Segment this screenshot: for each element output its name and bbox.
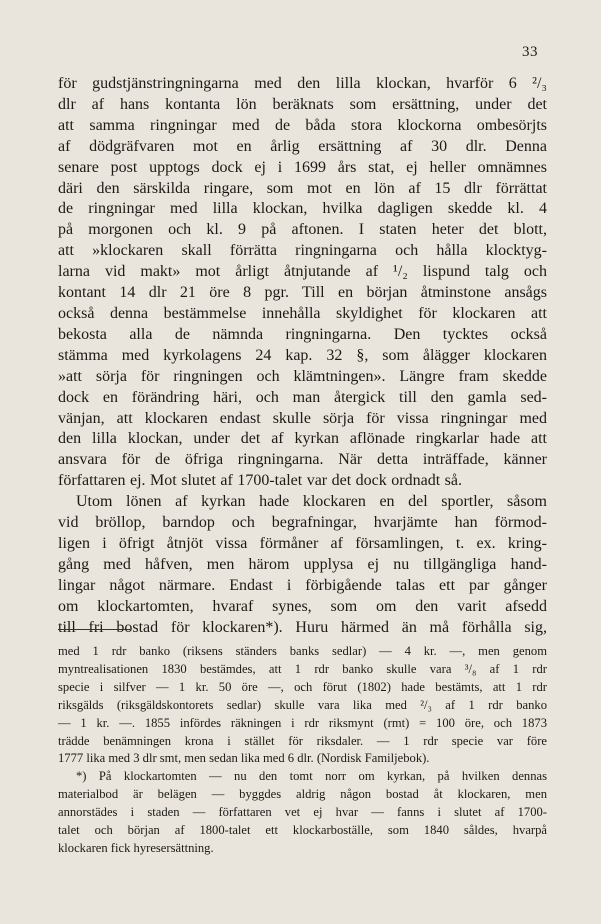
body-line: att »klockaren skall förrätta ringningarna och hålla klocktyg- [58,242,547,260]
body-line: att samma ringningar med de båda stora klockorna ombesörjts [58,116,547,134]
footnote-line: riksgälds (riksgäldskontorets sedlar) skulle vara lika med ²/₃ af 1 rdr banko [58,697,547,712]
body-line: ansvara för de öfriga ringningarna. När detta inträffade, känner [58,451,547,469]
footnote-line: specie i silfver — 1 kr. 50 öre —, och förut (1802) hade bestämts, att 1 rdr [58,679,547,694]
body-line: däri den särskilda ringare, som mot en lön af 15 dlr förrättat [58,179,547,197]
footnote-line: talet och början af 1800-talet ett klockarboställe, som 1840 såldes, hvarpå [58,823,547,838]
footnote-line: trädde benämningen krona i stället för riksdaler. — 1 rdr specie var före [58,733,547,748]
body-line: för gudstjänstringningarna med den lilla klockan, hvarför 6 ²/₃ [58,75,547,92]
body-line: de ringningar med lilla klockan, hvilka dagligen skedde kl. 4 [58,200,547,218]
body-line: dlr af hans kontanta lön beräknats som ersättning, under det [58,95,547,113]
footnote-line: — 1 kr. —. 1855 infördes räkningen i rdr riksmynt (rmt) = 100 öre, och 1873 [58,715,547,730]
body-line: Utom lönen af kyrkan hade klockaren en del sportler, såsom [76,493,547,511]
body-line: vänjan, att klockaren endast skulle sörja för vissa ringningar med [58,409,547,427]
body-line: gång med håfven, men härom upplysa ej nu tillgängliga hand- [58,555,547,573]
footnote-line: myntrealisationen 1830 bestämdes, att 1 rdr banko skulle vara ³/₈ af 1 rdr [58,661,547,676]
footnotes [58,643,547,858]
body-line: också denna bestämmelse innehålla skyldighet för klockaren att [58,304,547,322]
body-line: lingar något närmare. Endast i förbigående talas ett par gånger [58,576,547,594]
page-number: 33 [522,44,538,60]
body-line: stämma med kyrkolagens 24 kap. 32 §, som ålägger klockaren [58,346,547,364]
body-line: ligen i öfrigt åtnjöt vissa förmåner af församlingen, t. ex. kring- [58,534,547,552]
body-line: kontant 14 dlr 21 öre 8 pgr. Till en början åtminstone ansågs [58,284,547,302]
body-line: författaren ej. Mot slutet af 1700-talet var det dock ordnadt så. [58,472,462,490]
body-line: bekosta alla de nämnda ringningarna. Den tycktes också [58,325,547,343]
body-line: på morgonen och kl. 9 på aftonen. I staten heter det blott, [58,221,547,239]
body-line: larna vid makt» mot årligt åtnjutande af ¹/₂ lispund talg och [58,263,547,281]
body-line: den lilla klockan, under det af kyrkan aflönade ringkarlar hade att [58,430,547,448]
body-line: af dödgräfvaren mot en årlig ersättning af 30 dlr. Denna [58,137,547,155]
footnote-line: 1777 lika med 3 dlr smt, men sedan lika med 6 dlr. (Nordisk Familjebok). [58,751,430,766]
body-text [58,74,547,638]
body-line: om klockartomten, hvaraf synes, som om den varit afsedd [58,597,547,615]
body-line: »att sörja för ringningen och klämtningen». Längre fram skedde [58,367,547,385]
body-line: senare post upptogs dock ej i 1699 års stat, ej heller omnämnes [58,158,547,176]
footnote-line: klockaren fick hyresersättning. [58,840,214,855]
footnote-line: materialbod är belägen — byggdes aldrig någon bostad åt klockaren, men [58,787,547,802]
footnote-line: med 1 rdr banko (riksens ständers banks sedlar) — 4 kr. —, men genom [58,644,547,658]
footnote-line: annorstädes i staden — författaren vet ej hvar — fanns i slutet af 1700- [58,805,547,820]
body-line: vid bröllop, barndop och begrafningar, hvarjämte han förmod- [58,514,547,532]
body-line: dock en förändring häri, och man återgick till den gamla sed- [58,388,547,406]
body-line: till fri bostad för klockaren*). Huru härmed än må förhålla sig, [58,618,547,636]
footnote-divider [58,629,130,630]
footnote-line: *) På klockartomten — nu den tomt norr om kyrkan, på hvilken dennas [76,769,547,784]
